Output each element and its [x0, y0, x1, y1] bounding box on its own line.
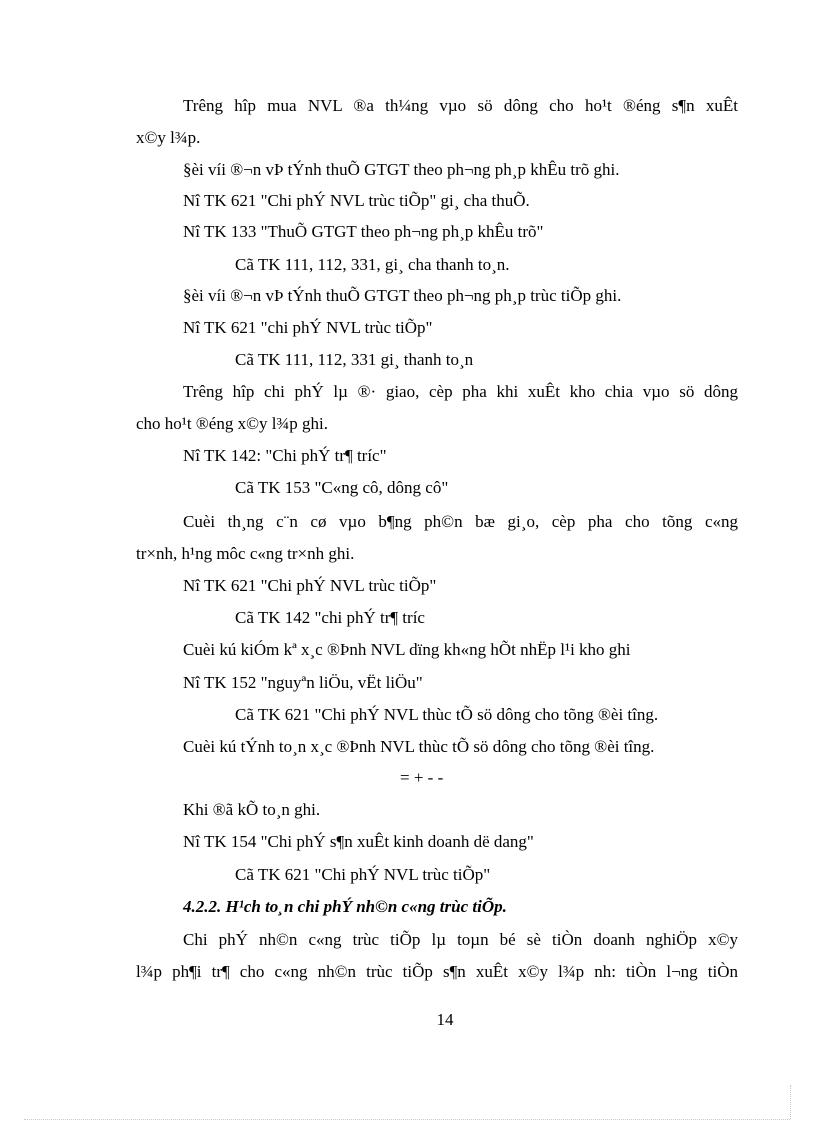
text-line: Cã TK 621 "Chi phÝ NVL trùc tiÕp": [235, 865, 491, 884]
formula-line: = + - -: [400, 768, 444, 787]
page-number: 14: [436, 1010, 454, 1029]
text-line: Cuèi kú tÝnh to¸n x¸c ®Þnh NVL thùc tÕ sö dông cho tõng ®èi tîng.: [183, 737, 655, 756]
section-heading: 4.2.2. H¹ch to¸n chi phÝ nh©n c«ng trùc tiÕp.: [183, 897, 507, 916]
text-line: Nî TK 142: "Chi phÝ tr¶ tríc": [183, 446, 387, 465]
text-line: Chi phÝ nh©n c«ng trùc tiÕp lµ toµn bé sè tiÒn doanh nghiÖp x©y: [183, 930, 738, 949]
text-line: cho ho¹t ®éng x©y l¾p ghi.: [136, 414, 328, 433]
text-line: Trêng hîp mua NVL ®a th¼ng vµo sö dông cho ho¹t ®éng s¶n xuÊt: [183, 96, 738, 115]
text-line: Nî TK 621 "Chi phÝ NVL trùc tiÕp" gi¸ cha thuÕ.: [183, 191, 530, 210]
text-line: l¾p ph¶i tr¶ cho c«ng nh©n trùc tiÕp s¶n xuÊt x©y l¾p nh: tiÒn l¬ng tiÒn: [136, 962, 738, 981]
text-line: §èi víi ®¬n vÞ tÝnh thuÕ GTGT theo ph¬ng ph¸p khÊu trõ ghi.: [183, 160, 620, 179]
text-line: Nî TK 154 "Chi phÝ s¶n xuÊt kinh doanh dë dang": [183, 832, 534, 851]
page-border-bottom: [24, 1119, 790, 1120]
text-line: Nî TK 621 "Chi phÝ NVL trùc tiÕp": [183, 576, 437, 595]
text-line: tr×nh, h¹ng môc c«ng tr×nh ghi.: [136, 544, 355, 563]
text-line: Cã TK 153 "C«ng cô, dông cô": [235, 478, 449, 497]
text-line: Khi ®ã kÕ to¸n ghi.: [183, 800, 321, 819]
text-line: Trêng hîp chi phÝ lµ ®· giao, cèp pha khi xuÊt kho chia vµo sö dông: [183, 382, 738, 401]
text-line: Cã TK 111, 112, 331 gi¸ thanh to¸n: [235, 350, 474, 369]
text-line: Cuèi kú kiÓm kª x¸c ®Þnh NVL dïng kh«ng hÕt nhËp l¹i kho ghi: [183, 640, 631, 659]
text-line: Cã TK 621 "Chi phÝ NVL thùc tÕ sö dông cho tõng ®èi tîng.: [235, 705, 659, 724]
text-line: Nî TK 621 "chi phÝ NVL trùc tiÕp": [183, 318, 433, 337]
text-line: Nî TK 152 "nguyªn liÖu, vËt liÖu": [183, 673, 423, 692]
text-line: Cã TK 142 "chi phÝ tr¶ tríc: [235, 608, 425, 627]
text-line: Cã TK 111, 112, 331, gi¸ cha thanh to¸n.: [235, 255, 510, 274]
text-line: Nî TK 133 "ThuÕ GTGT theo ph¬ng ph¸p khÊu trõ": [183, 222, 544, 241]
text-line: x©y l¾p.: [136, 128, 201, 147]
page-border-right: [790, 1085, 791, 1119]
text-line: Cuèi th¸ng c¨n cø vµo b¶ng ph©n bæ gi¸o, cèp pha cho tõng c«ng: [183, 512, 738, 531]
text-line: §èi víi ®¬n vÞ tÝnh thuÕ GTGT theo ph¬ng ph¸p trùc tiÕp ghi.: [183, 286, 622, 305]
